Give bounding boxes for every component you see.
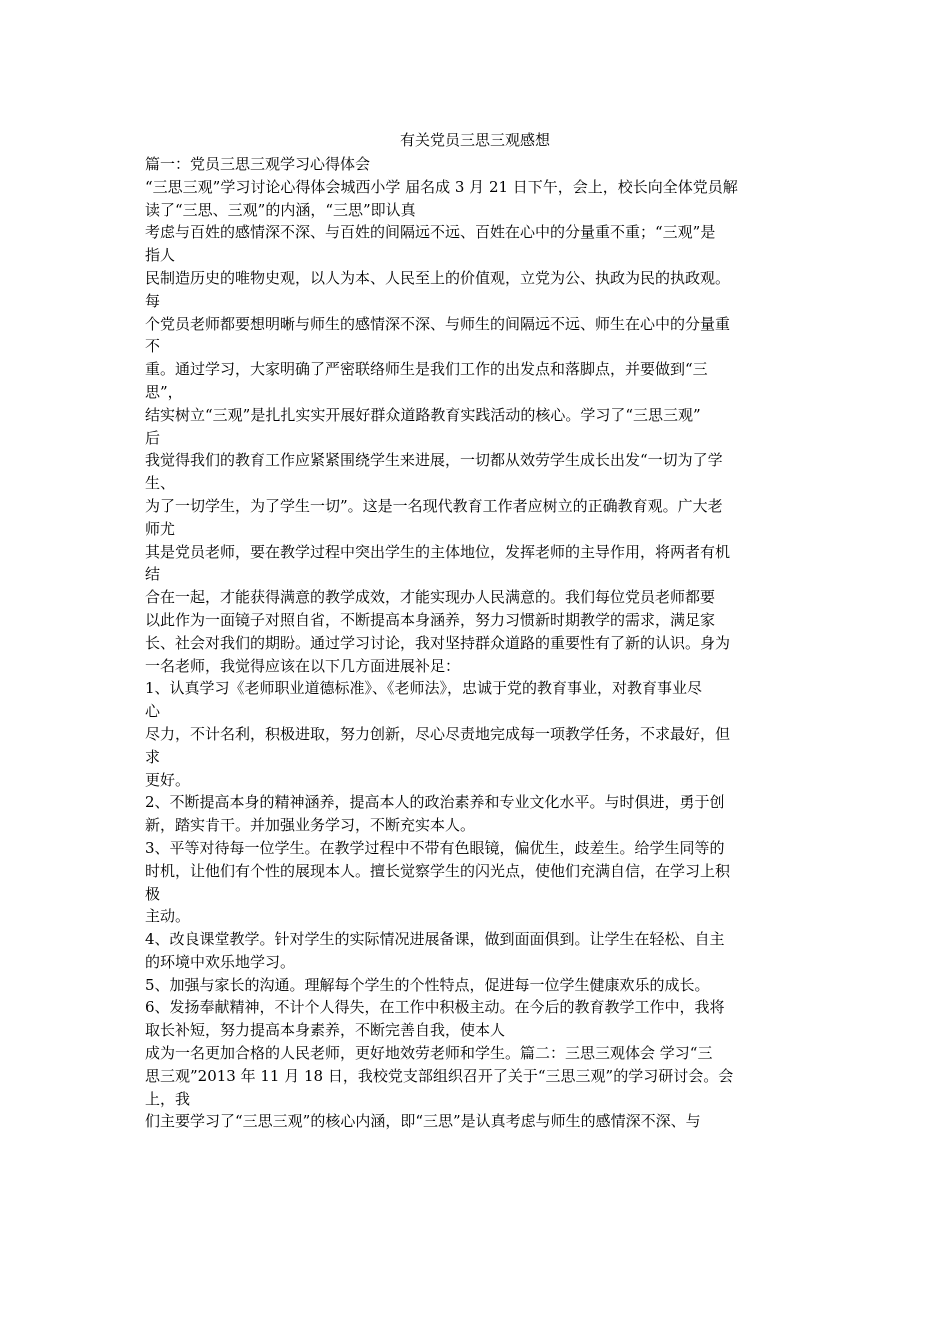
text-line: 以此作为一面镜子对照自省，不断提高本身涵养，努力习惯新时期教学的需求，满足家 [145, 610, 716, 629]
text-line: 4、改良课堂教学。针对学生的实际情况进展备课，做到面面俱到。让学生在轻松、自主 [145, 930, 725, 949]
text-line: 结 [145, 565, 161, 584]
text-line: 不 [145, 337, 161, 356]
text-line: 合在一起，才能获得满意的教学成效，才能实现办人民满意的。我们每位党员老师都要 [145, 588, 716, 607]
text-line: 尽力，不计名利，积极进取，努力创新，尽心尽责地完成每一项教学任务，不求最好，但 [145, 724, 731, 743]
text-line: 指人 [145, 246, 176, 265]
text-line: 主动。 [145, 907, 191, 926]
text-line: 重。通过学习，大家明确了严密联络师生是我们工作的出发点和落脚点，并要做到“三 [145, 360, 708, 379]
text-line: “三思三观”学习讨论心得体会城西小学 届名成 3 月 21 日下午，会上，校长向全体党员解 [145, 177, 738, 196]
text-line: 5、加强与家长的沟通。理解每个学生的个性特点，促进每一位学生健康欢乐的成长。 [145, 975, 710, 994]
text-line: 思三观”2013 年 11 月 18 日，我校党支部组织召开了关于“三思三观”的学习研讨会。会 [145, 1066, 734, 1085]
text-line: 生、 [145, 474, 176, 493]
text-line: 成为一名更加合格的人民老师，更好地效劳老师和学生。篇二：三思三观体会 学习“三 [145, 1044, 713, 1063]
document-body [145, 153, 810, 1133]
text-line: 我觉得我们的教育工作应紧紧围绕学生来进展，一切都从效劳学生成长出发“一切为了学 [145, 451, 723, 470]
document-title: 有关党员三思三观感想 [399, 131, 550, 149]
text-line: 新，踏实肯干。并加强业务学习，不断充实本人。 [145, 816, 476, 835]
text-line: 求 [145, 747, 161, 766]
text-line: 每 [145, 291, 161, 310]
text-line: 结实树立“三观”是扎扎实实开展好群众道路教育实践活动的核心。学习了“三思三观” [145, 405, 701, 424]
text-line: 民制造历史的唯物史观，以人为本、人民至上的价值观，立党为公、执政为民的执政观。 [145, 268, 731, 287]
text-line: 一名老师，我觉得应该在以下几方面进展补足： [145, 656, 461, 675]
text-line: 个党员老师都要想明晰与师生的感情深不深、与师生的间隔远不远、师生在心中的分量重 [145, 314, 731, 333]
text-line: 的环境中欢乐地学习。 [145, 952, 296, 971]
text-line: 读了“三思、三观”的内涵，“三思”即认真 [145, 200, 416, 219]
text-line: 1、认真学习《老师职业道德标准》、《老师法》，忠诚于党的教育事业，对教育事业尽 [145, 679, 703, 698]
text-line: 更好。 [145, 770, 191, 789]
text-line: 3、平等对待每一位学生。在教学过程中不带有色眼镜，偏优生，歧差生。给学生同等的 [145, 838, 725, 857]
text-line: 极 [145, 884, 161, 903]
text-line: 师尤 [145, 519, 176, 538]
text-line: 6、发扬奉献精神，不计个人得失，在工作中积极主动。在今后的教育教学工作中，我将 [145, 998, 725, 1017]
text-line: 心 [145, 702, 161, 721]
text-line: 长、社会对我们的期盼。通过学习讨论，我对坚持群众道路的重要性有了新的认识。身为 [145, 633, 731, 652]
text-line: 后 [145, 428, 161, 447]
text-line: 为了一切学生，为了学生一切”。这是一名现代教育工作者应树立的正确教育观。广大老 [145, 496, 723, 515]
text-line: 2、不断提高本身的精神涵养，提高本人的政治素养和专业文化水平。与时俱进，勇于创 [145, 793, 725, 812]
text-line: 们主要学习了“三思三观”的核心内涵，即“三思”是认真考虑与师生的感情深不深、与 [145, 1112, 701, 1131]
text-line: 思”， [145, 382, 183, 401]
text-line: 篇一：党员三思三观学习心得体会 [145, 155, 371, 173]
text-line: 时机，让他们有个性的展现本人。擅长觉察学生的闪光点，使他们充满自信，在学习上积 [145, 861, 731, 880]
text-line: 取长补短，努力提高本身素养，不断完善自我，使本人 [145, 1021, 506, 1040]
text-line: 上，我 [145, 1089, 191, 1108]
text-line: 考虑与百姓的感情深不深、与百姓的间隔远不远、百姓在心中的分量重不重；“三观”是 [145, 223, 716, 242]
text-line: 其是党员老师，要在教学过程中突出学生的主体地位，发挥老师的主导作用，将两者有机 [145, 542, 731, 561]
